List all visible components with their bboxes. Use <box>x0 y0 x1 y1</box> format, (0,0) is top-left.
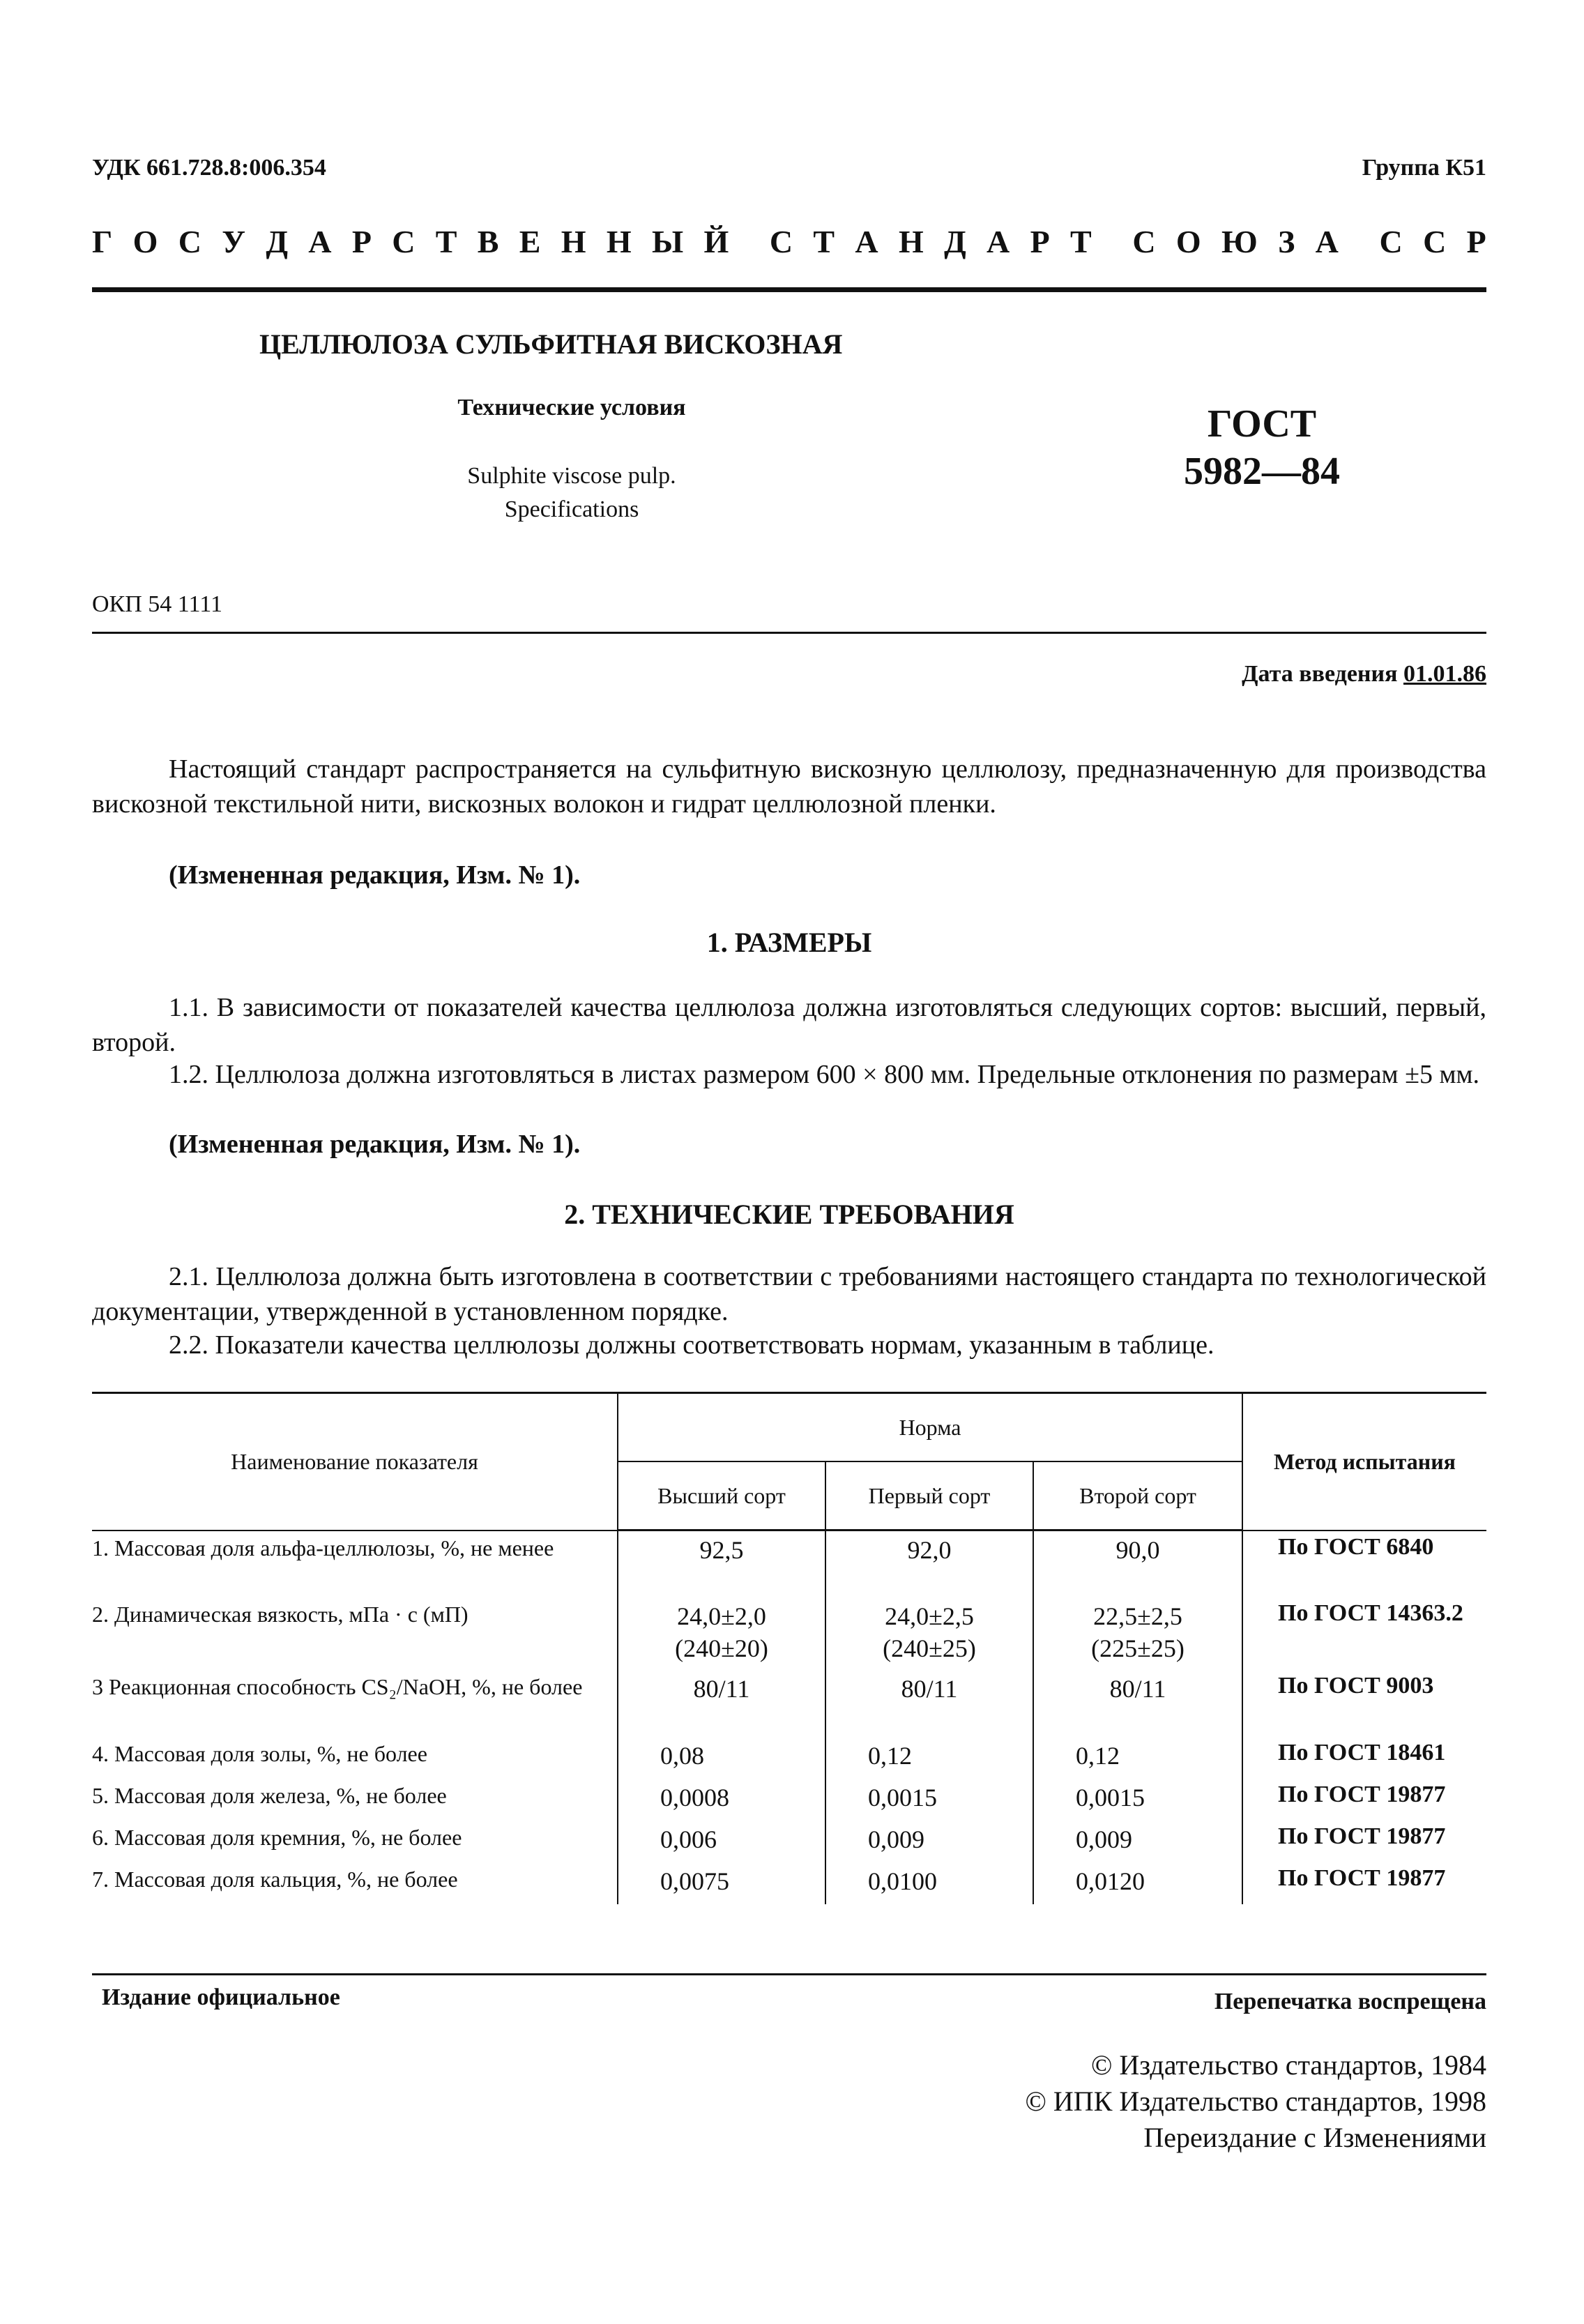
document-title: ЦЕЛЛЮЛОЗА СУЛЬФИТНАЯ ВИСКОЗНАЯ <box>259 328 843 360</box>
norm-second-grade <box>1033 1779 1242 1821</box>
norm-first-grade <box>825 1737 1033 1779</box>
section-2-p2: 2.2. Показатели качества целлюлозы должны соответствовать нормам, указанным в таблице. <box>169 1330 1214 1360</box>
intro-paragraph: Настоящий стандарт распространяется на сульфитную вискозную целлюлозу, предназначенную для производства вискозной текстильной нити, вискозных волокон и гидрат целлюлозной пленки. <box>92 754 1486 819</box>
norm-top-grade <box>618 1597 825 1670</box>
norm-first-grade <box>825 1531 1033 1597</box>
copyright-1984: © Издательство стандартов, 1984 <box>1090 2049 1486 2081</box>
test-method: По ГОСТ 18461 <box>1242 1737 1486 1779</box>
header-rule <box>92 287 1486 292</box>
heading-letter: Т <box>1070 224 1092 259</box>
table-row <box>92 1670 1486 1737</box>
table-body <box>92 1531 1486 1904</box>
norm-value: 0,009 <box>1076 1825 1132 1853</box>
test-method: По ГОСТ 19877 <box>1242 1779 1486 1821</box>
table-row <box>92 1737 1486 1779</box>
col-header-second-grade: Второй сорт <box>1033 1461 1242 1531</box>
test-method: По ГОСТ 19877 <box>1242 1821 1486 1862</box>
norm-second-grade <box>1033 1597 1242 1670</box>
heading-letter: С <box>1379 224 1403 259</box>
col-header-first-grade: Первый сорт <box>825 1461 1033 1531</box>
norm-value: 80/11 <box>1109 1674 1166 1703</box>
heading-letter: У <box>222 224 245 259</box>
norm-value: 90,0 <box>1115 1536 1160 1564</box>
norm-value: 0,12 <box>868 1741 912 1770</box>
norm-value: 0,0100 <box>868 1867 937 1895</box>
norm-value: 0,0008 <box>660 1783 729 1812</box>
col-header-name: Наименование показателя <box>92 1393 618 1531</box>
norm-value: 0,08 <box>660 1741 704 1770</box>
norm-value: 24,0±2,5 <box>885 1602 974 1630</box>
heading-letter: З <box>1278 224 1295 259</box>
heading-letter: О <box>132 224 158 259</box>
heading-letter: С <box>178 224 201 259</box>
indicator-name: 7. Массовая доля кальция, %, не более <box>92 1866 458 1892</box>
intro-date-label: Дата введения <box>1242 661 1398 687</box>
section-2-heading: 2. ТЕХНИЧЕСКИЕ ТРЕБОВАНИЯ <box>564 1199 1014 1230</box>
norm-value: 0,0015 <box>868 1783 937 1812</box>
copyright-block <box>1026 2047 1486 2156</box>
test-method: По ГОСТ 19877 <box>1242 1862 1486 1904</box>
heading-letter: А <box>987 224 1010 259</box>
norm-top-grade <box>618 1737 825 1779</box>
norm-second-grade <box>1033 1531 1242 1597</box>
norm-value: 22,5±2,5 <box>1093 1602 1182 1630</box>
indicator-name: 4. Массовая доля золы, %, не более <box>92 1740 427 1766</box>
group-code: Группа К51 <box>1362 155 1486 181</box>
heading-letter: О <box>1175 224 1201 259</box>
norm-value: 92,5 <box>699 1536 744 1564</box>
norm-top-grade <box>618 1821 825 1862</box>
norm-value-alt: (240±25) <box>883 1634 976 1662</box>
heading-letter: Ю <box>1221 224 1258 259</box>
norm-value-alt: (225±25) <box>1091 1634 1185 1662</box>
table-row <box>92 1597 1486 1670</box>
reissue-note: Переиздание с Изменениями <box>1143 2122 1486 2153</box>
quality-table <box>92 1392 1486 1904</box>
table-row <box>92 1779 1486 1821</box>
indicator-name: 1. Массовая доля альфа-целлюлозы, %, не менее <box>92 1535 554 1560</box>
heading-letter: Т <box>435 224 457 259</box>
udk-code: УДК 661.728.8:006.354 <box>92 155 326 181</box>
norm-top-grade <box>618 1531 825 1597</box>
okp-rule <box>92 632 1486 634</box>
footer-rule <box>92 1973 1486 1975</box>
heading-letter: А <box>855 224 878 259</box>
norm-second-grade <box>1033 1821 1242 1862</box>
heading-letter: С <box>1132 224 1156 259</box>
norm-value: 0,0120 <box>1076 1867 1145 1895</box>
heading-letter: С <box>1423 224 1447 259</box>
heading-letter: Е <box>519 224 541 259</box>
norm-value-alt: (240±20) <box>675 1634 768 1662</box>
indicator-name: 5. Массовая доля железа, %, не более <box>92 1782 447 1808</box>
intro-revision: (Измененная редакция, Изм. № 1). <box>169 860 581 890</box>
test-method: По ГОСТ 6840 <box>1242 1531 1486 1597</box>
gost-label: ГОСТ <box>1207 402 1317 446</box>
heading-letter: Н <box>606 224 632 259</box>
heading-letter: Н <box>561 224 586 259</box>
section-1-revision: (Измененная редакция, Изм. № 1). <box>169 1130 581 1159</box>
norm-value: 0,0075 <box>660 1867 729 1895</box>
heading-letter: В <box>477 224 499 259</box>
heading-letter: Р <box>351 224 372 259</box>
heading-letter: А <box>1315 224 1339 259</box>
norm-value: 0,0015 <box>1076 1783 1145 1812</box>
heading-letter: Д <box>266 224 288 259</box>
heading-letter: Й <box>703 224 729 259</box>
norm-first-grade <box>825 1670 1033 1737</box>
section-2-p1: 2.1. Целлюлоза должна быть изготовлена в соответствии с требованиями настоящего стандарта по технологической документации, утвержденной в установленном порядке. <box>92 1262 1486 1326</box>
heading-letter: Ы <box>651 224 684 259</box>
norm-value: 0,009 <box>868 1825 924 1853</box>
test-method: По ГОСТ 9003 <box>1242 1670 1486 1737</box>
english-title-line-1: Sulphite viscose pulp. <box>467 463 676 489</box>
norm-value: 80/11 <box>693 1674 750 1703</box>
norm-value: 0,12 <box>1076 1741 1120 1770</box>
col-header-top-grade: Высший сорт <box>618 1461 825 1531</box>
col-header-norm: Норма <box>618 1393 1242 1462</box>
indicator-name: 3 Реакционная способность CS₂/NaOH, %, не более <box>92 1673 583 1699</box>
intro-date-value: 01.01.86 <box>1403 661 1486 687</box>
state-standard-heading <box>92 223 1486 260</box>
norm-second-grade <box>1033 1670 1242 1737</box>
norm-top-grade <box>618 1862 825 1904</box>
norm-first-grade <box>825 1597 1033 1670</box>
section-1-heading: 1. РАЗМЕРЫ <box>706 927 872 958</box>
norm-first-grade <box>825 1821 1033 1862</box>
okp-code: ОКП 54 1111 <box>92 591 222 617</box>
heading-letter: Г <box>92 224 113 259</box>
table-row <box>92 1862 1486 1904</box>
norm-value: 80/11 <box>901 1674 958 1703</box>
gost-designation <box>1164 400 1360 495</box>
heading-letter: Д <box>944 224 966 259</box>
heading-letter: С <box>769 224 793 259</box>
copyright-1998: © ИПК Издательство стандартов, 1998 <box>1025 2086 1486 2117</box>
official-edition: Издание официальное <box>102 1984 340 2010</box>
norm-first-grade <box>825 1862 1033 1904</box>
norm-top-grade <box>618 1779 825 1821</box>
document-subtitle: Технические условия <box>457 395 686 420</box>
heading-letter: А <box>308 224 332 259</box>
col-header-method: Метод испытания <box>1242 1393 1486 1531</box>
norm-second-grade <box>1033 1862 1242 1904</box>
heading-letter: Н <box>898 224 924 259</box>
table-row <box>92 1531 1486 1597</box>
norm-value: 0,006 <box>660 1825 717 1853</box>
norm-first-grade <box>825 1779 1033 1821</box>
heading-letter: Р <box>1030 224 1050 259</box>
heading-letter: Р <box>1466 224 1486 259</box>
section-1-p1: 1.1. В зависимости от показателей качества целлюлоза должна изготовляться следующих сортов: высший, первый, второй. <box>92 993 1486 1057</box>
indicator-name: 6. Массовая доля кремния, %, не более <box>92 1824 462 1850</box>
heading-letter: С <box>392 224 416 259</box>
indicator-name: 2. Динамическая вязкость, мПа · с (мП) <box>92 1601 469 1627</box>
english-title-line-2: Specifications <box>504 496 639 522</box>
heading-letter: Т <box>813 224 835 259</box>
test-method: По ГОСТ 14363.2 <box>1242 1597 1486 1670</box>
table-row <box>92 1821 1486 1862</box>
gost-number: 5982—84 <box>1184 450 1340 493</box>
section-1-p2: 1.2. Целлюлоза должна изготовляться в листах размером 600 × 800 мм. Предельные отклонения по размерам ±5 мм. <box>169 1060 1480 1089</box>
norm-top-grade <box>618 1670 825 1737</box>
norm-value: 92,0 <box>907 1536 952 1564</box>
norm-value: 24,0±2,0 <box>677 1602 766 1630</box>
reprint-forbidden: Перепечатка воспрещена <box>1214 1989 1486 2014</box>
norm-second-grade <box>1033 1737 1242 1779</box>
intro-date <box>1242 661 1486 688</box>
